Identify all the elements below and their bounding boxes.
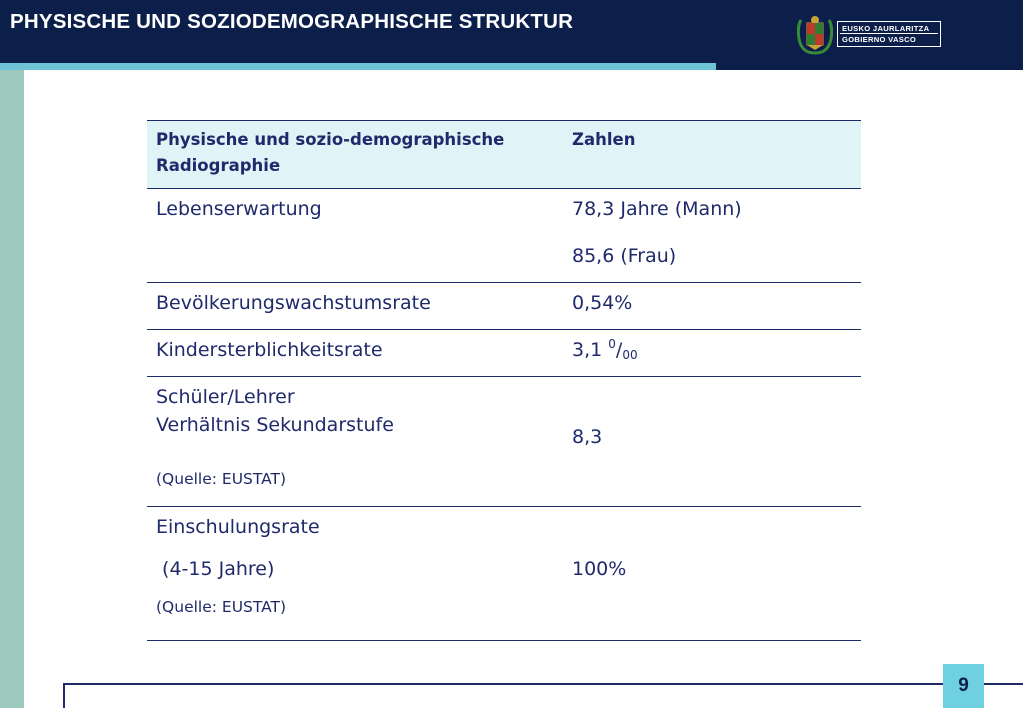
label-text: Bevölkerungswachstumsrate	[156, 292, 431, 314]
header-accent-stripe	[0, 63, 716, 70]
statistics-table	[147, 120, 861, 641]
source-note: (Quelle: EUSTAT)	[156, 598, 287, 616]
row-label	[147, 283, 563, 330]
logo-divider	[840, 33, 938, 34]
label-line-2: Verhältnis Sekundarstufe	[156, 414, 394, 436]
label-text: Kindersterblichkeitsrate	[156, 339, 383, 361]
table-row	[147, 330, 861, 377]
value-superscript: 0	[608, 337, 616, 351]
left-side-bar	[0, 70, 24, 708]
row-label	[147, 507, 563, 641]
value-text: 8,3	[572, 425, 603, 448]
row-value	[563, 189, 861, 283]
row-value	[563, 283, 861, 330]
source-note: (Quelle: EUSTAT)	[156, 470, 287, 488]
label-text: Lebenserwartung	[156, 198, 322, 220]
column-header-category: Physische und sozio-demographische Radiographie	[147, 121, 563, 189]
government-logo	[837, 21, 941, 47]
page-title: PHYSISCHE UND SOZIODEMOGRAPHISCHE STRUKTUR	[10, 10, 574, 33]
table-row	[147, 283, 861, 330]
page-number: 9	[958, 675, 969, 696]
row-value	[563, 330, 861, 377]
row-value	[563, 507, 861, 641]
row-label	[147, 330, 563, 377]
header-bar	[0, 0, 1023, 70]
footer-rule-right	[984, 683, 1023, 685]
table-header-row	[147, 121, 861, 189]
row-value	[563, 377, 861, 507]
label-line-2: (4-15 Jahre)	[156, 558, 275, 580]
logo-line-2: GOBIERNO VASCO	[842, 35, 917, 44]
value-number: 3,1	[572, 339, 603, 361]
footer-rule	[63, 683, 943, 685]
value-subscript: 00	[622, 348, 638, 362]
table-row	[147, 189, 861, 283]
value-line-2: 85,6 (Frau)	[572, 245, 677, 267]
table-row	[147, 507, 861, 641]
value-text: 0,54%	[572, 292, 633, 314]
value-text	[572, 336, 852, 364]
table-row	[147, 377, 861, 507]
row-label	[147, 189, 563, 283]
coat-of-arms-icon	[795, 14, 835, 56]
column-header-figures: Zahlen	[563, 121, 861, 189]
label-line-1: Schüler/Lehrer	[156, 386, 295, 408]
logo-line-1: EUSKO JAURLARITZA	[842, 24, 930, 33]
value-slash: /	[615, 339, 623, 361]
value-line-1: 78,3 Jahre (Mann)	[572, 198, 742, 220]
page-number-box	[943, 664, 984, 708]
label-line-1: Einschulungsrate	[156, 516, 320, 538]
value-text: 100%	[572, 557, 627, 580]
footer-left-edge	[63, 683, 65, 708]
row-label	[147, 377, 563, 507]
